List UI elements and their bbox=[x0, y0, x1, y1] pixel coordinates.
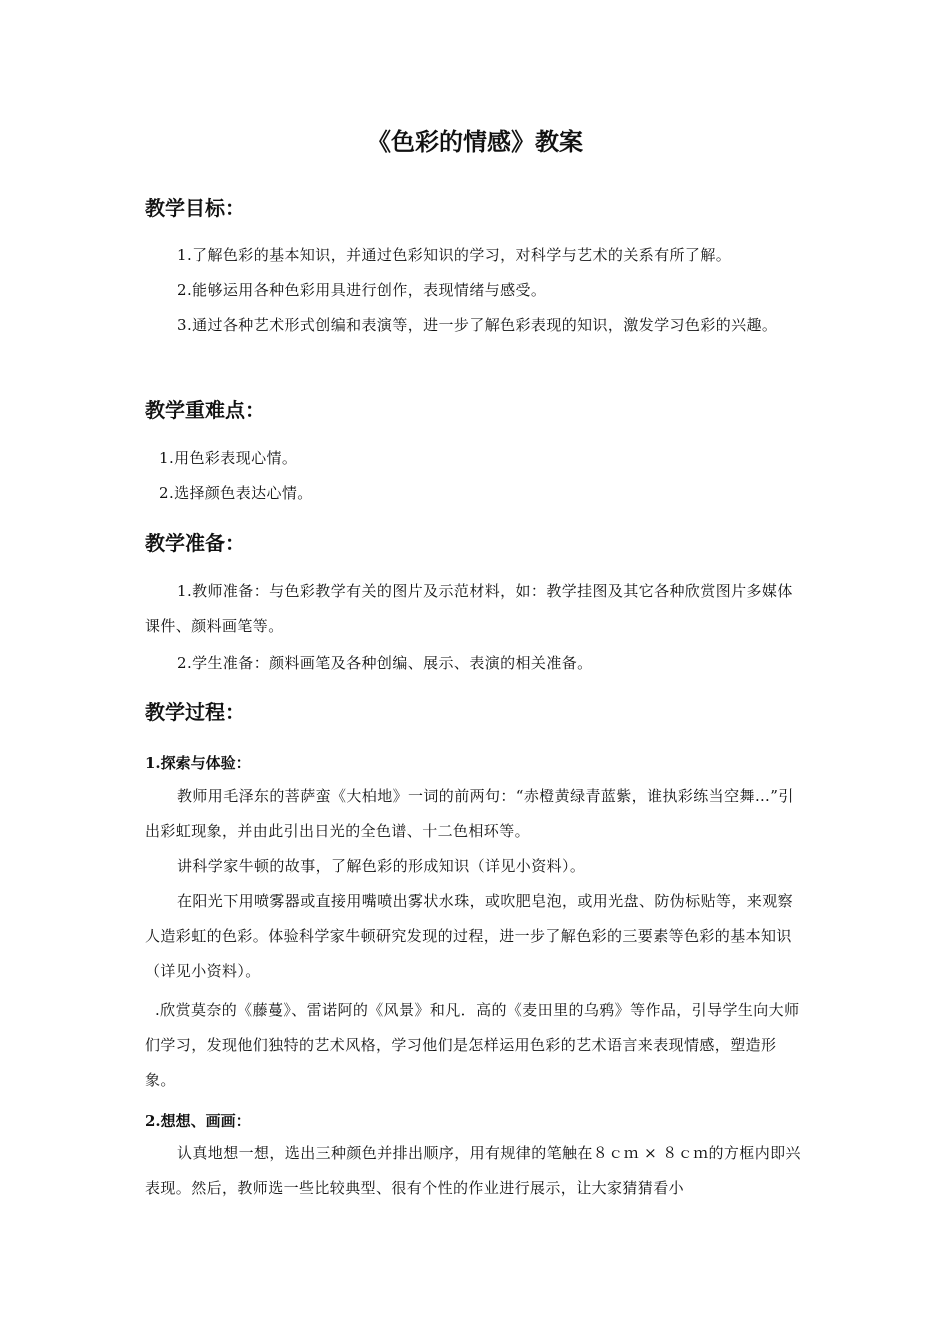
step1-paragraph: .欣赏莫奈的《藤蔓》、雷诺阿的《风景》和凡．高的《麦田里的乌鸦》等作品，引导学生向大师们学习，发现他们独特的艺术风格，学习他们是怎样运用色彩的艺术语言来表现情感，塑造形象。 bbox=[145, 1001, 800, 1089]
key-point-item: 2.选择颜色表达心情。 bbox=[159, 484, 313, 502]
step1-paragraph: 在阳光下用喷雾器或直接用嘴喷出雾状水珠，或吹肥皂泡，或用光盘、防伪标贴等，来观察人造彩虹的色彩。体验科学家牛顿研究发现的过程，进一步了解色彩的三要素等色彩的基本知识（详见小资料）。 bbox=[145, 892, 794, 980]
preparation-item: 2.学生准备：颜料画笔及各种创编、展示、表演的相关准备。 bbox=[177, 654, 593, 672]
step1-paragraph: 讲科学家牛顿的故事，了解色彩的形成知识（详见小资料）。 bbox=[177, 857, 586, 875]
process-heading: 教学过程： bbox=[145, 700, 245, 724]
step1-paragraph: 教师用毛泽东的菩萨蛮《大柏地》一词的前两句：“赤橙黄绿青蓝紫，谁执彩练当空舞…”引出彩虹现象，并由此引出日光的全色谱、十二色相环等。 bbox=[145, 787, 794, 840]
objective-item: 3.通过各种艺术形式创编和表演等，进一步了解色彩表现的知识，激发学习色彩的兴趣。 bbox=[177, 316, 778, 334]
preparation-item: 1.教师准备：与色彩教学有关的图片及示范材料，如：教学挂图及其它各种欣赏图片多媒体课件、颜料画笔等。 bbox=[145, 582, 793, 635]
objective-item: 2.能够运用各种色彩用具进行创作，表现情绪与感受。 bbox=[177, 281, 547, 299]
objective-item: 1.了解色彩的基本知识，并通过色彩知识的学习，对科学与艺术的关系有所了解。 bbox=[177, 246, 732, 264]
objectives-heading: 教学目标： bbox=[145, 196, 245, 220]
preparation-heading: 教学准备： bbox=[145, 531, 245, 555]
page-title: 《色彩的情感》教案 bbox=[367, 128, 583, 156]
step2-paragraph: 认真地想一想，选出三种颜色并排出顺序，用有规律的笔触在８ｃｍ × ８ｃｍ的方框内即兴表现。然后，教师选一些比较典型、很有个性的作业进行展示，让大家猜猜看小 bbox=[145, 1144, 801, 1197]
step2-heading: 2.想想、画画： bbox=[145, 1112, 251, 1130]
key-point-item: 1.用色彩表现心情。 bbox=[159, 449, 298, 467]
step1-heading: 1.探索与体验： bbox=[145, 754, 251, 772]
key-points-heading: 教学重难点： bbox=[145, 398, 265, 422]
